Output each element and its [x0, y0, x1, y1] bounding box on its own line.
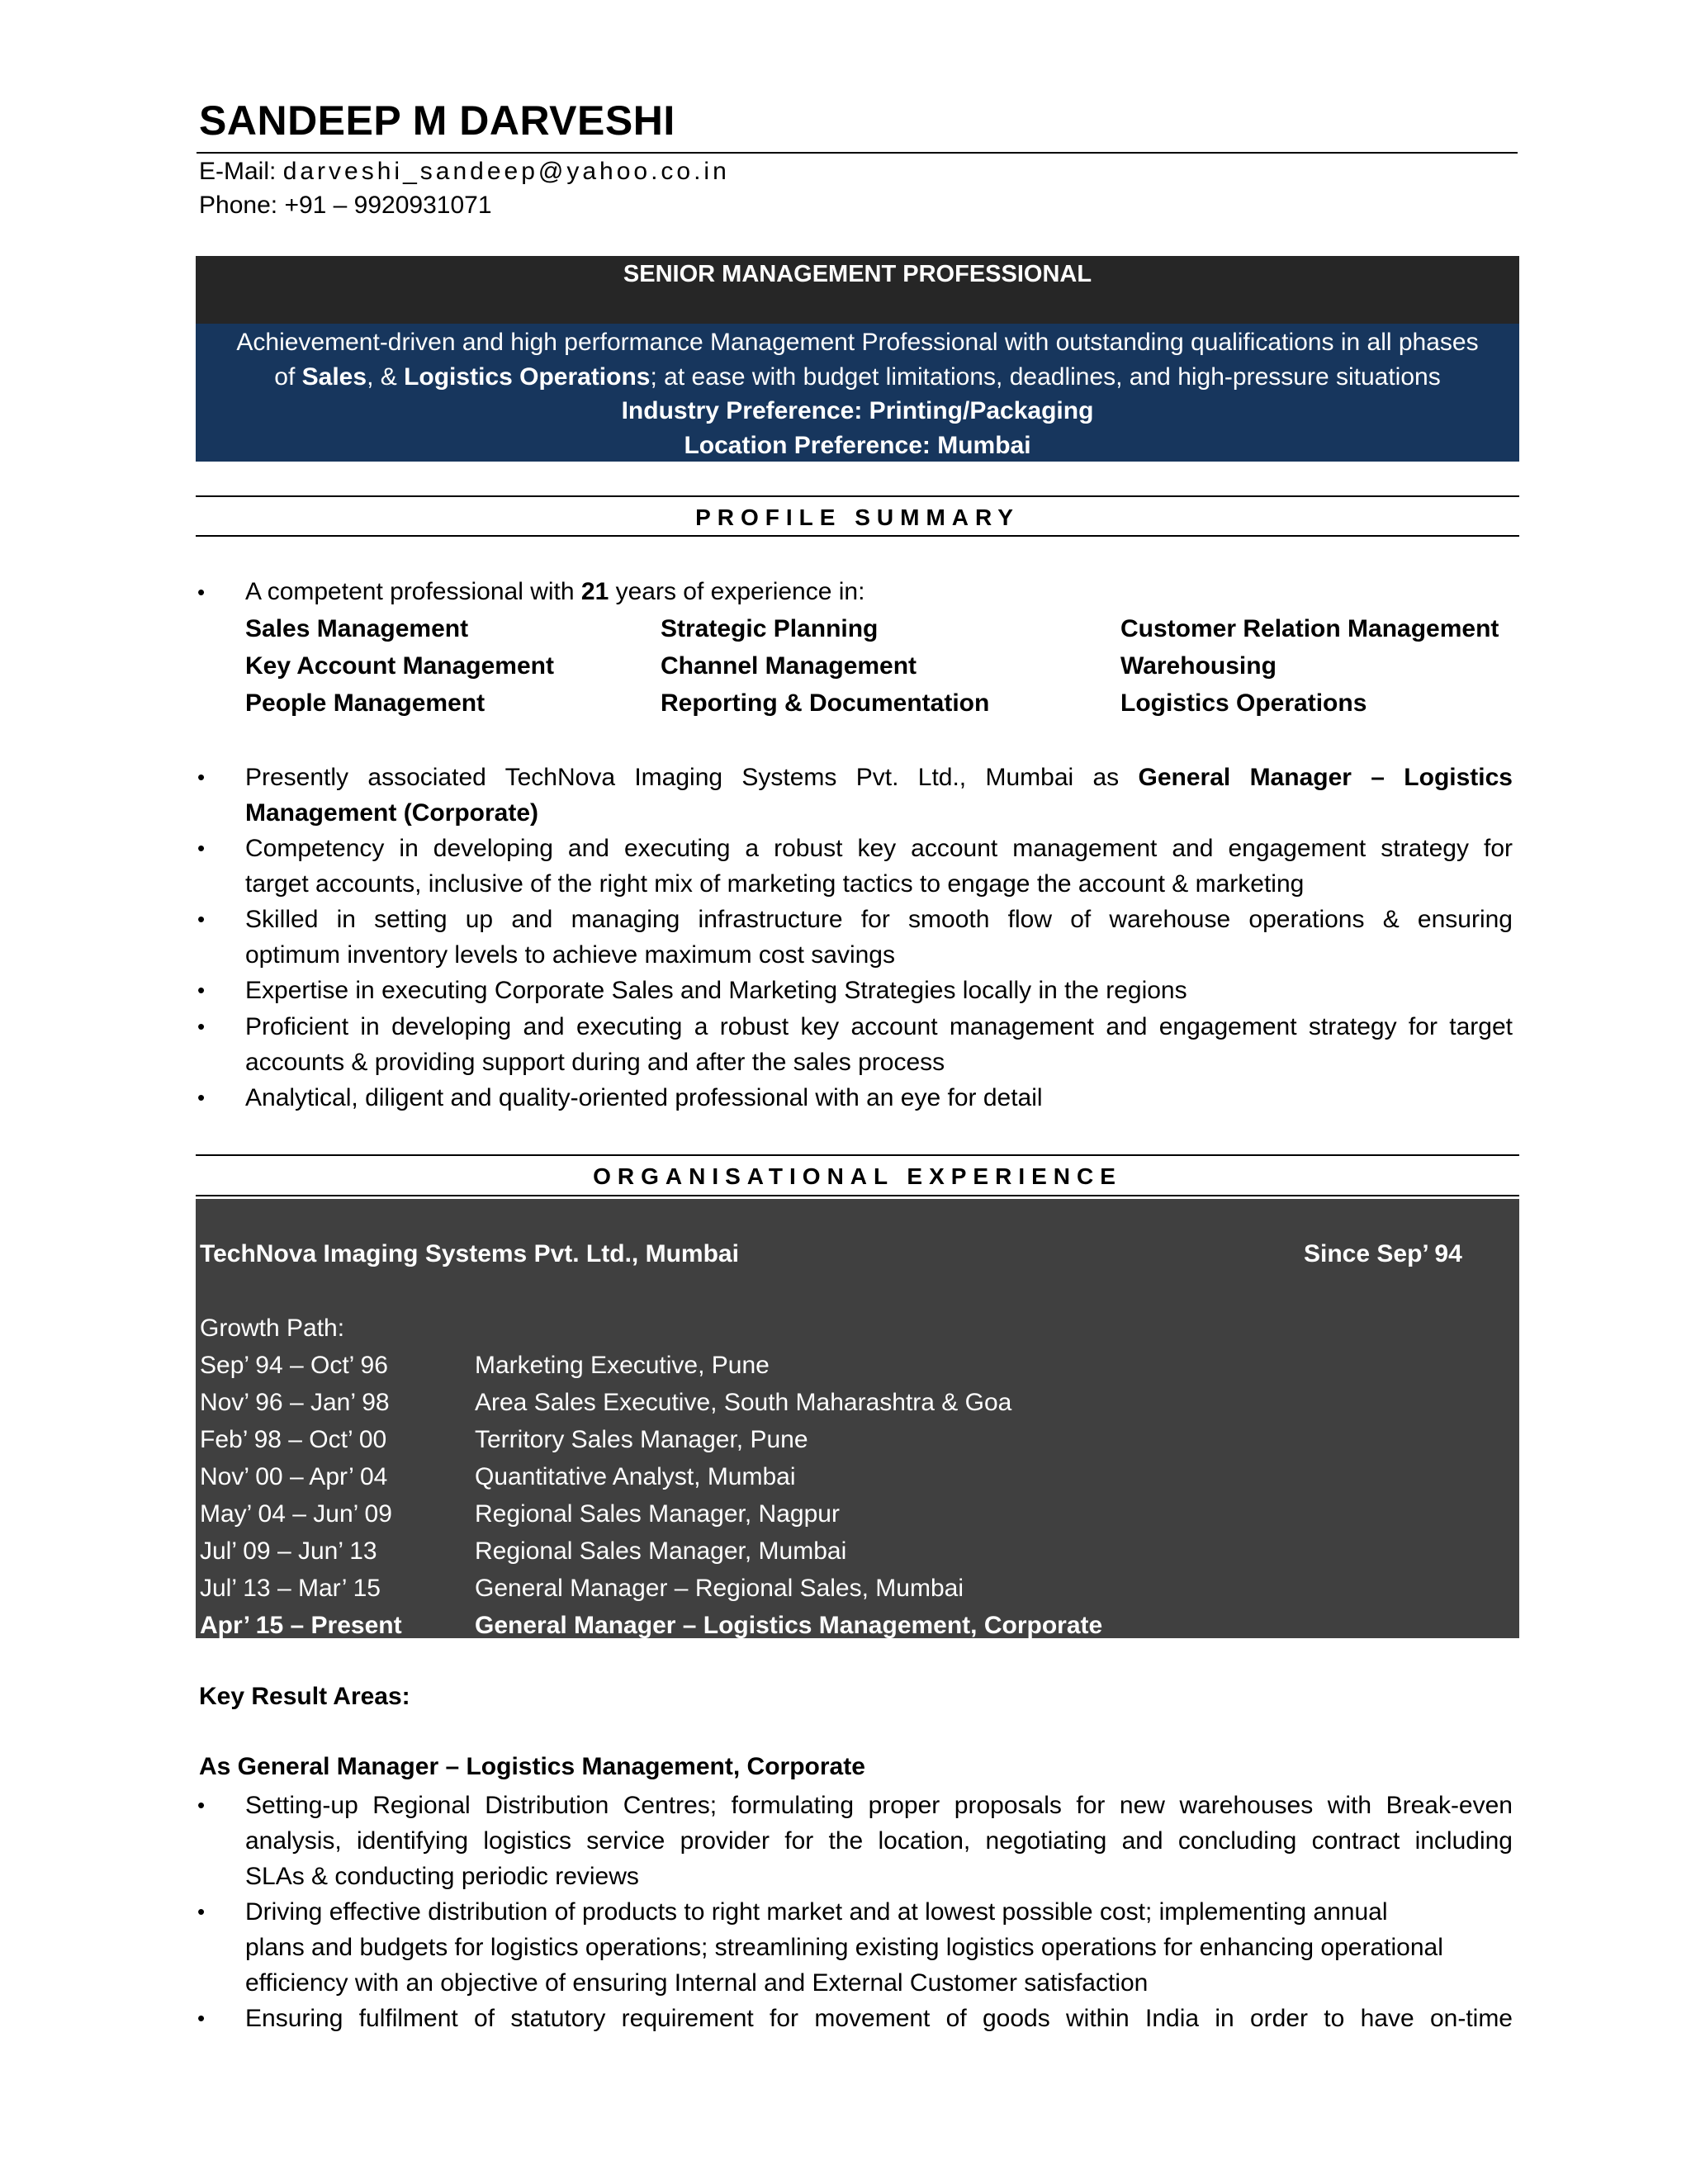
bullet-line: optimum inventory levels to achieve maximum cost savings — [245, 941, 895, 969]
candidate-name: SANDEEP M DARVESHI — [199, 97, 675, 144]
kra-subheading: As General Manager – Logistics Management, Corporate — [199, 1753, 865, 1780]
bullet-line: Expertise in executing Corporate Sales and Marketing Strategies locally in the regions — [245, 977, 1187, 1004]
banner-title: SENIOR MANAGEMENT PROFESSIONAL — [623, 261, 1092, 287]
skill-item: Key Account Management — [245, 652, 554, 680]
email-line — [199, 157, 730, 187]
bullet-text: Presently associated TechNova Imaging Systems Pvt. Ltd., Mumbai as — [245, 764, 1139, 791]
path-role: Regional Sales Manager, Mumbai — [475, 1537, 847, 1565]
bullet-icon: • — [197, 580, 206, 604]
path-period: Apr’ 15 – Present — [200, 1612, 402, 1639]
current-role: General Manager – Logistics — [1138, 764, 1513, 791]
bullet-icon: • — [197, 1014, 206, 1039]
banner-bold-sales: Sales — [301, 362, 367, 391]
phone-line — [199, 191, 492, 220]
bullet-icon: • — [197, 907, 206, 931]
current-role-cont: Management (Corporate) — [245, 799, 539, 827]
skill-item: Reporting & Documentation — [661, 689, 990, 717]
path-period: May’ 04 – Jun’ 09 — [200, 1500, 392, 1528]
bullet-icon: • — [197, 1793, 206, 1817]
banner-text: , & — [367, 362, 405, 391]
profile-bullet — [245, 973, 1513, 1008]
path-period: Jul’ 09 – Jun’ 13 — [200, 1537, 377, 1565]
bullet-line — [245, 760, 1513, 795]
industry-preference: Industry Preference: Printing/Packaging — [621, 397, 1094, 424]
years-of-experience: 21 — [580, 578, 609, 605]
experience-title: ORGANISATIONAL EXPERIENCE — [593, 1163, 1122, 1189]
bullet-line: Ensuring fulfilment of statutory requirement for movement of goods within India in order to have on-time — [245, 2005, 1513, 2032]
path-period: Feb’ 98 – Oct’ 00 — [200, 1426, 387, 1453]
bullet-line: efficiency with an objective of ensuring Internal and External Customer satisfaction — [245, 1969, 1149, 1997]
company-name: TechNova Imaging Systems Pvt. Ltd., Mumbai — [200, 1240, 739, 1267]
bullet-line: target accounts, inclusive of the right mix of marketing tactics to engage the account & marketing — [245, 870, 1305, 898]
intro-text: A competent professional with — [245, 578, 581, 605]
path-role: Regional Sales Manager, Nagpur — [475, 1500, 840, 1528]
kra-bullet — [245, 1894, 1513, 2001]
section-rule-top — [196, 495, 1519, 497]
section-rule-bottom — [196, 535, 1519, 537]
profile-summary-title: PROFILE SUMMARY — [695, 505, 1020, 530]
path-role: Quantitative Analyst, Mumbai — [475, 1463, 796, 1490]
skill-item: Channel Management — [661, 652, 917, 680]
bullet-icon: • — [197, 2006, 206, 2030]
path-role: Marketing Executive, Pune — [475, 1352, 770, 1379]
bullet-line: Setting-up Regional Distribution Centres; formulating proper proposals for new warehouses with Break-even — [245, 1792, 1513, 1819]
section-rule-top — [196, 1154, 1519, 1156]
bullet-line: Proficient in developing and executing a robust key account management and engagement strategy for target — [245, 1013, 1513, 1040]
bullet-line: SLAs & conducting periodic reviews — [245, 1863, 639, 1890]
banner-line-2 — [196, 360, 1519, 395]
path-role: General Manager – Regional Sales, Mumbai — [475, 1575, 964, 1602]
bullet-line: plans and budgets for logistics operations; streamlining existing logistics operations for enhancing operational — [245, 1934, 1443, 1961]
banner-text: of — [274, 362, 302, 391]
profile-bullet — [245, 1009, 1513, 1080]
bullet-line: Analytical, diligent and quality-oriented professional with an eye for detail — [245, 1084, 1043, 1111]
bullet-icon: • — [197, 978, 206, 1002]
profile-bullet — [245, 1080, 1513, 1116]
skill-item: Customer Relation Management — [1120, 615, 1499, 642]
bullet-icon: • — [197, 836, 206, 860]
intro-text: years of experience in: — [609, 578, 865, 605]
bullet-line: analysis, identifying logistics service provider for the location, negotiating and concluding contract including — [245, 1827, 1513, 1855]
skill-item: Sales Management — [245, 615, 469, 642]
name-divider — [197, 152, 1518, 154]
phone-number: +91 – 9920931071 — [284, 192, 492, 219]
bullet-line: Skilled in setting up and managing infrastructure for smooth flow of warehouse operations & ensuring — [245, 906, 1513, 933]
skill-item: Warehousing — [1120, 652, 1277, 680]
skill-item: Logistics Operations — [1120, 689, 1367, 717]
banner-summary-band — [196, 324, 1519, 462]
profile-bullet — [245, 902, 1513, 973]
banner-text: ; at ease with budget limitations, deadlines, and high-pressure situations — [650, 362, 1441, 391]
path-role: Area Sales Executive, South Maharashtra & Goa — [475, 1389, 1012, 1416]
bullet-icon: • — [197, 1085, 206, 1110]
kra-heading: Key Result Areas: — [199, 1683, 410, 1710]
banner-title-band — [196, 256, 1519, 324]
email-label: E-Mail: — [199, 158, 277, 185]
skill-item: People Management — [245, 689, 486, 717]
bullet-line: Competency in developing and executing a robust key account management and engagement strategy for — [245, 835, 1513, 862]
growth-path-label: Growth Path: — [200, 1315, 345, 1342]
profile-bullet — [245, 760, 1513, 831]
bullet-line: Driving effective distribution of products to right market and at lowest possible cost; implementing annual — [245, 1898, 1388, 1926]
skill-item: Strategic Planning — [661, 615, 879, 642]
bullet-icon: • — [197, 765, 206, 789]
path-period: Sep’ 94 – Oct’ 96 — [200, 1352, 388, 1379]
phone-label: Phone: — [199, 192, 278, 219]
email-address[interactable]: darveshi_sandeep@yahoo.co.in — [282, 158, 730, 185]
location-preference: Location Preference: Mumbai — [684, 431, 1031, 459]
bullet-icon: • — [197, 1899, 206, 1924]
experience-intro — [245, 577, 864, 607]
tenure-since: Since Sep’ 94 — [1304, 1240, 1462, 1267]
kra-bullet — [245, 2001, 1513, 2036]
banner-bold-logistics: Logistics Operations — [404, 362, 651, 391]
path-role: General Manager – Logistics Management, Corporate — [475, 1612, 1103, 1639]
path-period: Jul’ 13 – Mar’ 15 — [200, 1575, 381, 1602]
section-rule-bottom — [196, 1195, 1519, 1196]
path-period: Nov’ 96 – Jan’ 98 — [200, 1389, 390, 1416]
kra-bullet — [245, 1788, 1513, 1894]
profile-bullet — [245, 831, 1513, 902]
bullet-line: accounts & providing support during and after the sales process — [245, 1049, 945, 1076]
experience-block — [196, 1199, 1519, 1638]
banner-line-1: Achievement-driven and high performance Management Professional with outstanding qualifications in all phases — [236, 329, 1479, 356]
path-role: Territory Sales Manager, Pune — [475, 1426, 808, 1453]
path-period: Nov’ 00 – Apr’ 04 — [200, 1463, 388, 1490]
